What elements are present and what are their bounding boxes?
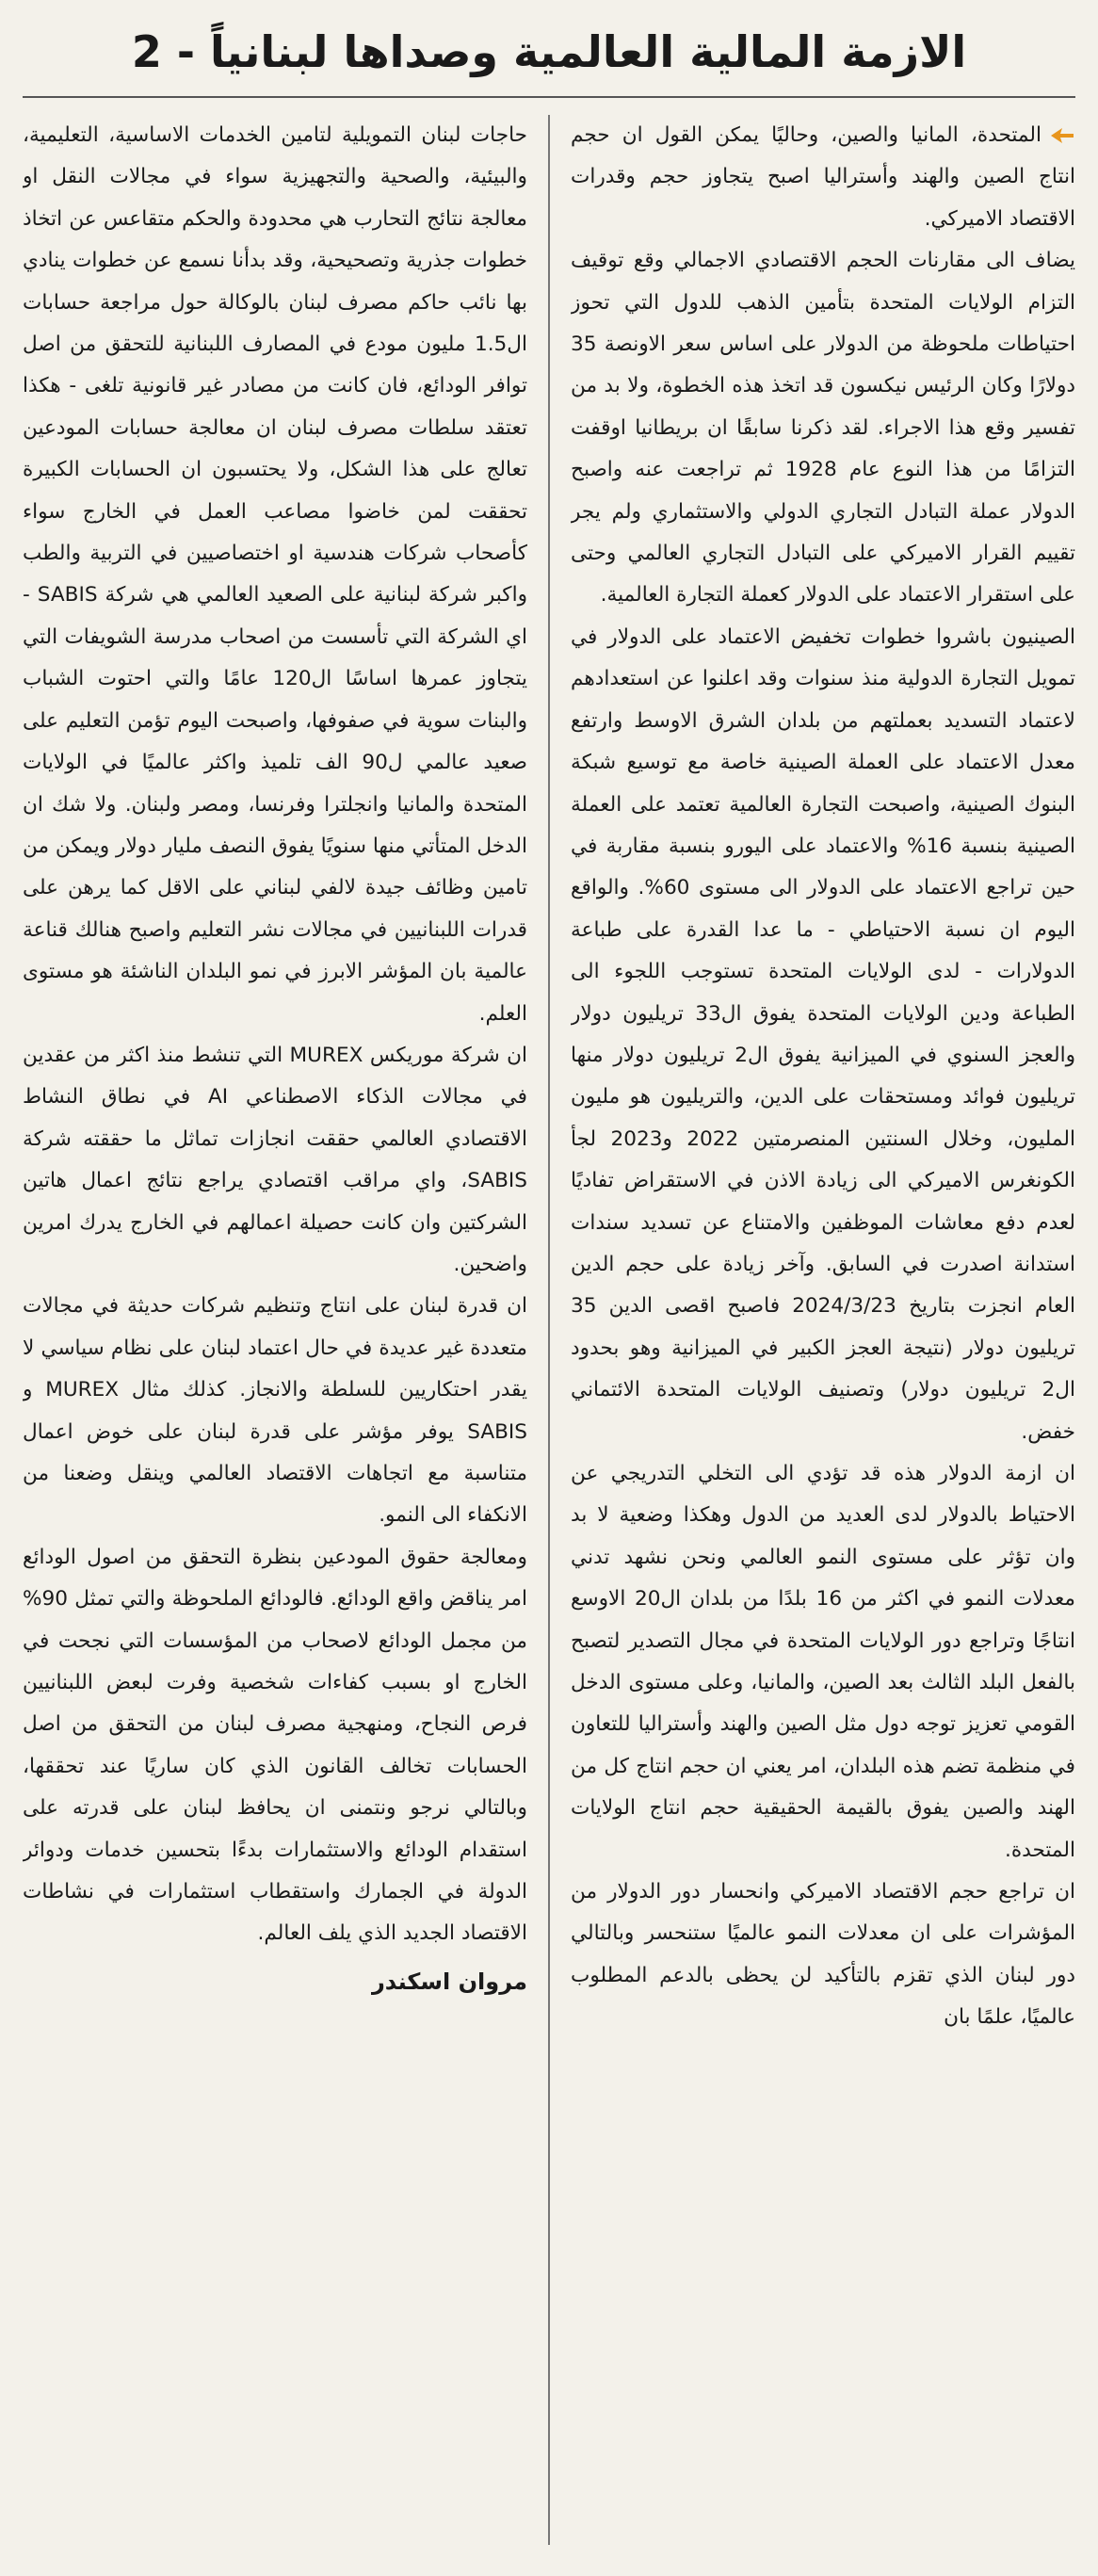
paragraph [571,115,1075,240]
title-divider [23,96,1075,98]
paragraph: حاجات لبنان التمويلية لتامين الخدمات الاساسية، التعليمية، والبيئية، والصحية والتجهيزية سواء في مجالات النقل او معالجة نتائج التحارب هي محدودة والحكم متقاعس عن اتخاذ خطوات جذرية وتصحيحية، وقد بدأنا نسمع عن خطوات ينادي بها نائب حاكم مصرف لبنان بالوكالة حول مراجعة حسابات ال1.5 مليون مودع في المصارف اللبنانية للتحقق من اصل توافر الودائع، فان كانت من مصادر غير قانونية تلغى - هكذا تعتقد سلطات مصرف لبنان ان معالجة حسابات المودعين تعالج على هذا الشكل، ولا يحتسبون ان الحسابات الكبيرة تحققت لمن خاضوا مصاعب العمل في الخارج سواء كأصحاب شركات هندسية او اختصاصيين في التربية والطب واكبر شركة لبنانية على الصعيد العالمي هي شركة SABIS - اي الشركة التي تأسست من اصحاب مدرسة الشويفات التي يتجاوز عمرها اساسًا ال120 عامًا والتي احتوت الشباب والبنات سوية في صفوفها، واصبحت اليوم تؤمن التعليم على صعيد عالمي ل90 الف تلميذ واكثر عالميًا في الولايات المتحدة والمانيا وانجلترا وفرنسا، ومصر ولبنان. ولا شك ان الدخل المتأتي منها سنويًا يفوق النصف مليار دولار ويمكن من تامين وظائف جيدة لالفي لبناني على الاقل كما يرهن على قدرات اللبنانيين في مجالات نشر التعليم واصبح هنالك قناعة عالمية بان المؤشر الابرز في نمو البلدان الناشئة هو مستوى العلم. [23,123,527,1026]
article-columns [23,115,1075,2545]
article-title: الازمة المالية العالمية وصداها لبنانياً - 2 [131,26,967,77]
paragraph: ان تراجع حجم الاقتصاد الاميركي وانحسار دور الدولار من المؤشرات على ان معدلات النمو عالميًا ستنحسر وبالتالي دور لبنان الذي تقزم بالتأكيد لن يحظى بالدعم المطلوب عالميًا، علمًا بان [571,1880,1075,2030]
paragraph-text: المتحدة، المانيا والصين، وحاليًا يمكن القول ان حجم انتاج الصين والهند وأستراليا اصبح يتجاوز حجم وقدرات الاقتصاد الاميركي. [571,123,1075,231]
paragraph: ان ازمة الدولار هذه قد تؤدي الى التخلي التدريجي عن الاحتياط بالدولار لدى العديد من الدول وهكذا وضعية لا بد وان تؤثر على مستوى النمو العالمي ونحن نشهد تدني معدلات النمو في اكثر من 16 بلدًا من بلدان ال20 الاوسع انتاجًا وتراجع دور الولايات المتحدة في مجال التصدير لتصبح بالفعل البلد الثالث بعد الصين، والمانيا، وعلى مستوى الدخل القومي تعزيز توجه دول مثل الصين والهند وأستراليا للتعاون في منظمة تضم هذه البلدان، امر يعني ان حجم انتاج كل من الهند والصين يفوق بالقيمة الحقيقية حجم انتاج الولايات المتحدة. [571,1462,1075,1862]
paragraph: ان شركة موريكس MUREX التي تنشط منذ اكثر من عقدين في مجالات الذكاء الاصطناعي AI في نطاق النشاط الاقتصادي العالمي حققت انجازات تماثل ما حققته شركة SABIS، واي مراقب اقتصادي يراجع نتائج اعمال هاتين الشركتين وان كانت حصيلة اعمالهم في الخارج يدرك امرين واضحين. [23,1043,527,1276]
author-name: مروان اسكندر [371,1968,527,1995]
paragraph: يضاف الى مقارنات الحجم الاقتصادي الاجمالي وقع توقيف التزام الولايات المتحدة بتأمين الذهب للدول التي تحوز احتياطات ملحوظة من الدولار على اساس سعر الاونصة 35 دولارًا وكان الرئيس نيكسون قد اتخذ هذه الخطوة، ولا بد من تفسير وقع هذا الاجراء. لقد ذكرنا سابقًا ان بريطانيا اوقفت التزامًا من هذا النوع عام 1928 ثم تراجعت عنه واصبح الدولار عملة التبادل التجاري الدولي والاستثماري ولم يجر تقييم القرار الاميركي على التبادل التجاري العالمي وحتى على استقرار الاعتماد على الدولار كعملة التجارة العالمية. [571,249,1075,608]
column-left [23,115,527,2545]
column-right [571,115,1075,2545]
paragraph: ان قدرة لبنان على انتاج وتنظيم شركات حديثة في مجالات متعددة غير عديدة في حال اعتماد لبنان على نظام سياسي لا يقدر احتكاريين للسلطة والانجاز. كذلك مثال MUREX و SABIS يوفر مؤشر على قدرة لبنان على خوض اعمال متناسبة مع اتجاهات الاقتصاد العالمي وينقل وضعنا من الانكفاء الى النمو. [23,1294,527,1528]
column-divider [548,115,550,2545]
arrow-icon [1049,126,1075,145]
paragraph: الصينيون باشروا خطوات تخفيض الاعتماد على الدولار في تمويل التجارة الدولية منذ سنوات وقد اعلنوا عن استعدادهم لاعتماد التسديد بعملتهم من بلدان الشرق الاوسط وارتفع معدل الاعتماد على العملة الصينية خاصة مع توسيع شبكة البنوك الصينية، واصبحت التجارة العالمية تعتمد على العملة الصينية بنسبة 16% والاعتماد على اليورو بنسبة مقاربة في حين تراجع الاعتماد على الدولار الى مستوى 60%. والواقع اليوم ان نسبة الاحتياطي - ما عدا القدرة على طباعة الدولارات - لدى الولايات المتحدة تستوجب اللجوء الى الطباعة ودين الولايات المتحدة يفوق ال33 تريليون دولار والعجز السنوي في الميزانية يفوق ال2 تريليون دولار منها تريليون فوائد ومستحقات على الدين، والتريليون هو مليون المليون، وخلال السنتين المنصرمتين 2022 و2023 لجأ الكونغرس الاميركي الى زيادة الاذن في الاستقراض تفاديًا لعدم دفع معاشات الموظفين والامتناع عن تسديد سندات استدانة اصدرت في السابق. وآخر زيادة على حجم الدين العام انجزت بتاريخ 2024/3/23 فاصبح اقصى الدين 35 تريليون دولار (نتيجة العجز الكبير في الميزانية وهو بحدود ال2 تريليون دولار) وتصنيف الولايات المتحدة الائتماني خفض. [571,624,1075,1444]
paragraph: ومعالجة حقوق المودعين بنظرة التحقق من اصول الودائع امر يناقض واقع الودائع. فالودائع الملحوظة والتي تمثل 90% من مجمل الودائع لاصحاب من المؤسسات التي نجحت في الخارج او بسبب كفاءات شخصية وفرت لبعض اللبنانيين فرص النجاح، ومنهجية مصرف لبنان من التحقق من اصل الحسابات تخالف القانون الذي كان ساريًا عند تحققها، وبالتالي نرجو ونتمنى ان يحافظ لبنان على قدرته على استقدام الودائع والاستثمارات بدءًا بتحسين خدمات ودوائر الدولة في الجمارك واستقطاب استثمارات في نشاطات الاقتصاد الجديد الذي يلف العالم. [23,1545,527,1946]
